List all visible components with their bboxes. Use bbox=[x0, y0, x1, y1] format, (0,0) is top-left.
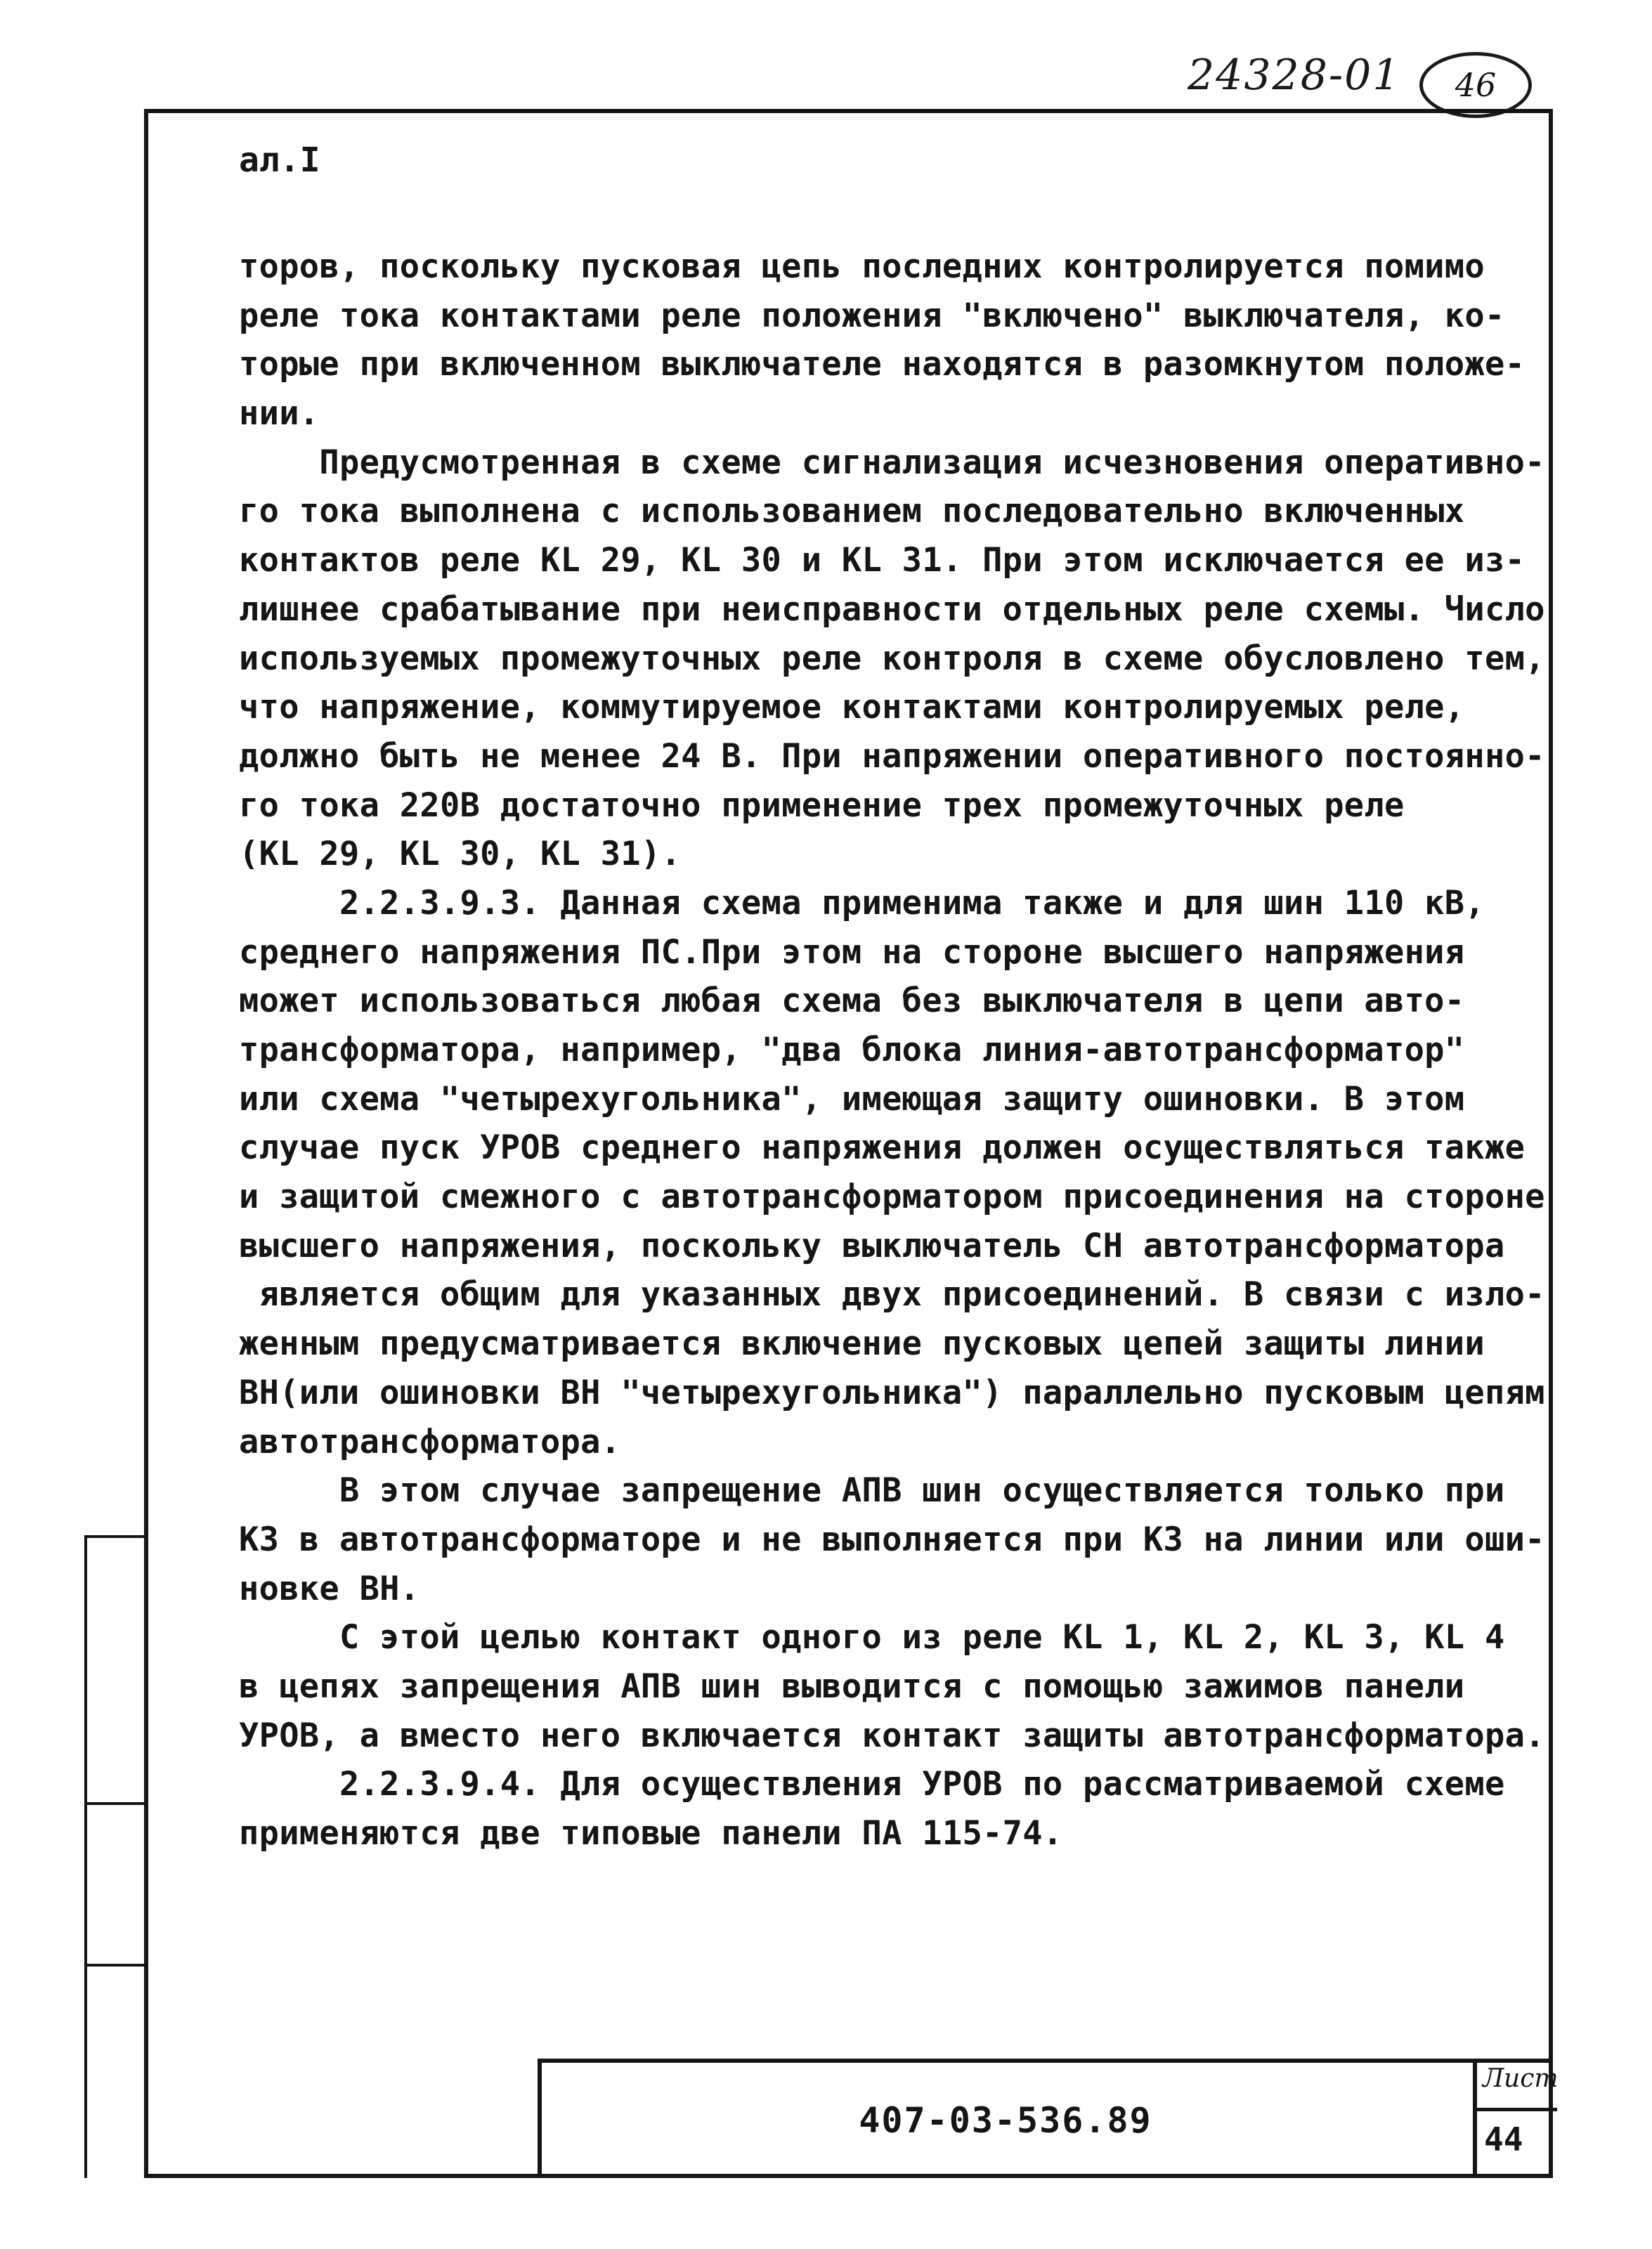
body-line: торов, поскольку пусковая цепь последних контролируется помимо bbox=[239, 247, 1485, 286]
body-line: является общим для указанных двух присоединений. В связи с изло- bbox=[239, 1275, 1545, 1315]
body-line: женным предусматривается включение пусковых цепей защиты линии bbox=[239, 1324, 1485, 1364]
body-line: го тока выполнена с использованием последовательно включенных bbox=[239, 492, 1465, 531]
archive-number: 24328-01 bbox=[1188, 51, 1401, 100]
body-line: может использоваться любая схема без выключателя в цепи авто- bbox=[239, 982, 1465, 1021]
body-line: среднего напряжения ПС.При этом на стороне высшего напряжения bbox=[239, 932, 1465, 972]
body-line: Предусмотренная в схеме сигнализация исчезновения оперативно- bbox=[239, 443, 1545, 482]
title-block bbox=[538, 2059, 1559, 2178]
body-line: 2.2.3.9.3. Данная схема применима также и для шин 110 кВ, bbox=[239, 883, 1485, 923]
margin-stamp-strip bbox=[84, 1535, 144, 2178]
body-line: случае пуск УРОВ среднего напряжения должен осуществляться также bbox=[239, 1128, 1526, 1168]
body-line: что напряжение, коммутируемое контактами контролируемых реле, bbox=[239, 688, 1465, 727]
body-line: новке ВН. bbox=[239, 1569, 420, 1608]
sheet-label: ал.I bbox=[239, 141, 320, 180]
sheet-box-divider bbox=[1477, 2108, 1557, 2111]
body-text bbox=[239, 242, 1546, 1858]
body-line: В этом случае запрещение АПВ шин осуществляется только при bbox=[239, 1471, 1505, 1511]
body-line: используемых промежуточных реле контроля в схеме обусловлено тем, bbox=[239, 639, 1545, 678]
body-line: нии. bbox=[239, 394, 320, 433]
body-line: го тока 220В достаточно применение трех промежуточных реле bbox=[239, 785, 1405, 825]
body-line: УРОВ, а вместо него включается контакт защиты автотрансформатора. bbox=[239, 1716, 1545, 1755]
body-line: или схема "четырехугольника", имеющая защиту ошиновки. В этом bbox=[239, 1079, 1465, 1119]
body-line: должно быть не менее 24 В. При напряжении оперативного постоянно- bbox=[239, 736, 1545, 776]
sheet-number: 44 bbox=[1484, 2120, 1523, 2158]
body-line: трансформатора, например, "два блока линия-автотрансформатор" bbox=[239, 1031, 1465, 1069]
body-line: автотрансформатора. bbox=[239, 1422, 621, 1461]
body-line: реле тока контактами реле положения "включено" выключателя, ко- bbox=[239, 296, 1505, 335]
body-line: (KL 29, KL 30, KL 31). bbox=[239, 835, 682, 874]
body-line: лишнее срабатывание при неисправности отдельных реле схемы. Число bbox=[239, 589, 1545, 629]
body-line: высшего напряжения, поскольку выключатель СН автотрансформатора bbox=[239, 1226, 1505, 1265]
body-line: 2.2.3.9.4. Для осуществления УРОВ по рассматриваемой схеме bbox=[239, 1765, 1505, 1804]
page-number-circle: 46 bbox=[1419, 52, 1532, 118]
body-line: ВН(или ошиновки ВН "четырехугольника") параллельно пусковым цепям bbox=[239, 1373, 1545, 1412]
body-line: контактов реле KL 29, KL 30 и KL 31. При этом исключается ее из- bbox=[239, 541, 1526, 580]
sheet-header: Лист bbox=[1483, 2064, 1559, 2093]
body-line: и защитой смежного с автотрансформатором присоединения на стороне bbox=[239, 1178, 1545, 1217]
body-line: применяются две типовые панели ПА 115-74. bbox=[239, 1814, 1063, 1853]
body-line: торые при включенном выключателе находятся в разомкнутом положе- bbox=[239, 345, 1526, 384]
sheet-box bbox=[1473, 2059, 1557, 2178]
document-number: 407-03-536.89 bbox=[859, 2100, 1152, 2141]
body-line: в цепях запрещения АПВ шин выводится с помощью зажимов панели bbox=[239, 1667, 1465, 1706]
body-line: С этой целью контакт одного из реле KL 1, KL 2, KL 3, KL 4 bbox=[239, 1618, 1505, 1657]
body-line: КЗ в автотрансформаторе и не выполняется при КЗ на линии или оши- bbox=[239, 1520, 1545, 1559]
